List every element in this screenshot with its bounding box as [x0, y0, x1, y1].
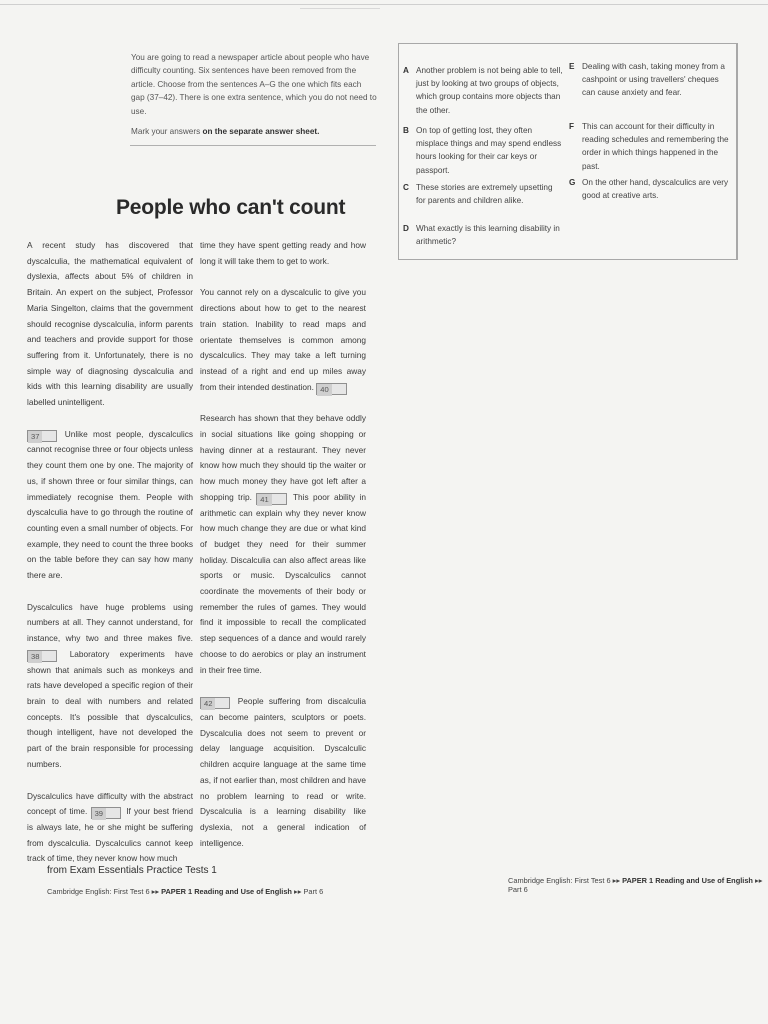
article-paragraph — [200, 694, 366, 851]
footer-prefix: Cambridge English: First Test 6 ▸▸ — [508, 876, 623, 885]
article-paragraph: A recent study has discovered that dyscalculia, the mathematical equivalent of dyslexia, affects about 5% of children in Britain. An expert on the subject, Professor Maria Singelton, claims that the government should recognise dyscalculia, inform parents and teachers and provide support for those suffering from it. Unfortunately, there is no simple way of diagnosing dyscalculia and kids with this learning disability are usually labelled unintelligent. — [27, 240, 193, 408]
paragraph-text: Research has shown that they behave oddly in social situations like going shopping or having dinner at a restaurant. They never know how much they should tip the waiter or how much money they have got left after a shopping trip. — [200, 413, 366, 502]
article-column-right — [200, 238, 366, 867]
paragraph-text: People suffering from discalculia can become painters, sculptors or poets. Dyscalculia does not seem to prevent or delay language acquisition. Dyscalculic children acquire language at the same time as, if not earlier than, most children and have no problem learning to read or write. Dyscalculia is a learning disability like dyslexia, not a general indication of intelligence. — [200, 696, 366, 848]
scan-edge-line — [0, 4, 768, 5]
gap-box-37[interactable] — [27, 430, 57, 442]
option-text: This can account for their difficulty in reading schedules and remembering the order in which things happened in the past. — [582, 122, 729, 171]
article-paragraph — [27, 789, 193, 868]
option-letter: B — [403, 126, 409, 135]
gap-number: 40 — [317, 384, 331, 396]
option-d — [403, 222, 563, 248]
paragraph-text: Unlike most people, dyscalculics cannot recognise three or four objects unless they count them one by one. The majority of us, if shown three or four similar things, can immediately recognise them. People with dyscalculia have to go through the routine of counting even a small number of objects. For example, they need to count the three books on the table before they can say how many there are. — [27, 428, 194, 581]
footer-prefix: Cambridge English: First Test 6 ▸▸ — [47, 887, 162, 896]
instructions-divider — [130, 145, 376, 146]
gap-box-42[interactable] — [200, 697, 230, 709]
option-c — [403, 181, 563, 207]
footer-suffix: ▸▸ Part 6 — [508, 876, 763, 894]
footer-paper: PAPER 1 Reading and Use of English — [622, 876, 753, 885]
option-text: Dealing with cash, taking money from a cashpoint or using travellers' cheques can cause anxiety and fear. — [582, 62, 725, 98]
answer-sheet-note — [131, 125, 377, 138]
article-paragraph — [200, 411, 366, 678]
option-letter: F — [569, 122, 575, 131]
option-e — [569, 60, 731, 100]
options-box — [398, 43, 738, 260]
paragraph-text: This poor ability in arithmetic can explain why they never know how much change they are due or what kind of budget they need for their summer holiday. Discalculia can also affect areas like sports or music. Dyscalculics cannot coordinate the movements of their body or remember the rules of games. They would find it impossible to recall the complicated step sequences of a dance and would rarely choose to do aerobics or play an instrument in their free time. — [200, 491, 366, 675]
source-credit: from Exam Essentials Practice Tests 1 — [47, 865, 217, 876]
gap-number: 42 — [201, 698, 215, 710]
gap-box-40[interactable] — [316, 383, 346, 395]
option-letter: A — [403, 66, 409, 75]
instructions-text: You are going to read a newspaper article about people who have difficulty counting. Six sentences have been removed from the article. Choose from the sentences A–G the one which fits each gap (37–42). There is one extra sentence, which you do not need to use. — [131, 53, 377, 116]
option-letter: C — [403, 183, 409, 192]
option-letter: E — [569, 62, 575, 71]
article-title: People who can't count — [116, 196, 346, 219]
option-text: Another problem is not being able to tell, just by looking at two groups of objects, which group contains more objects than the other. — [416, 66, 563, 115]
option-f — [569, 120, 731, 173]
paragraph-text: If your best friend is always late, he or she might be suffering from dyscalculia. Dyscalculics cannot keep track of time, they never know how much — [27, 806, 193, 864]
option-g — [569, 176, 731, 202]
paragraph-text: Dyscalculics have difficulty with the abstract concept of time. — [27, 790, 193, 817]
option-text: On top of getting lost, they often misplace things and may spend endless hours looking for their car keys or passport. — [416, 126, 562, 175]
gap-box-39[interactable] — [91, 807, 121, 819]
scan-edge-line — [300, 8, 380, 9]
gap-number: 41 — [257, 494, 271, 506]
gap-number: 38 — [28, 651, 42, 663]
answer-sheet-note-bold: on the separate answer sheet. — [202, 127, 320, 137]
option-letter: G — [569, 178, 576, 187]
gap-number: 37 — [28, 431, 42, 443]
answer-sheet-note-prefix: Mark your answers — [131, 127, 203, 137]
option-text: On the other hand, dyscalculics are very good at creative arts. — [582, 178, 729, 201]
article-column-left — [27, 238, 193, 883]
paragraph-text: You cannot rely on a dyscalculic to give you directions about how to get to the nearest train station. Inability to read maps and orientate themselves is common among dyscalculics. They may take a left turning instead of a right and end up miles away from their intended destination. — [200, 287, 366, 392]
gap-number: 39 — [92, 808, 106, 820]
gap-box-41[interactable] — [256, 493, 286, 505]
footer-paper: PAPER 1 Reading and Use of English — [161, 887, 292, 896]
article-paragraph — [27, 600, 193, 773]
option-a — [403, 64, 563, 117]
option-letter: D — [403, 224, 409, 233]
option-text: These stories are extremely upsetting for parents and children alike. — [416, 183, 553, 206]
gap-box-38[interactable] — [27, 650, 57, 662]
page-footer-right — [508, 876, 768, 894]
option-b — [403, 124, 563, 177]
paragraph-text: Dyscalculics have huge problems using numbers at all. They cannot understand, for instance, why two and three makes five. — [27, 601, 193, 644]
page-footer-left — [47, 887, 323, 896]
footer-suffix: ▸▸ Part 6 — [291, 887, 324, 896]
task-instructions — [131, 51, 377, 145]
option-text: What exactly is this learning disability in arithmetic? — [416, 224, 560, 247]
article-paragraph — [27, 427, 193, 584]
paragraph-text: Laboratory experiments have shown that animals such as monkeys and rats have developed a specific region of their brain to deal with numbers and related concepts. It's possible that dyscalculics, though intelligent, have not developed the part of the brain responsible for processing numbers. — [27, 648, 193, 769]
article-paragraph: time they have spent getting ready and how long it will take them to get to work. — [200, 240, 366, 266]
article-paragraph — [200, 285, 366, 395]
